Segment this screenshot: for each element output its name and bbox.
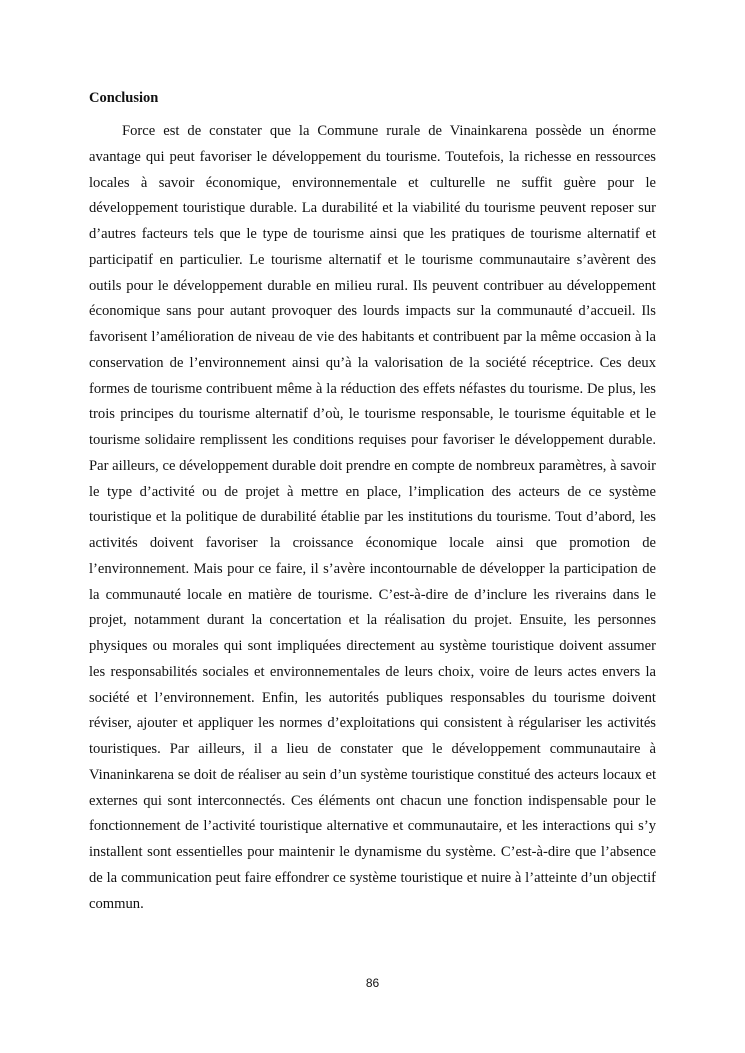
section-heading: Conclusion xyxy=(89,90,159,106)
conclusion-paragraph: Force est de constater que la Commune rurale de Vinainkarena possède un énorme avantage qui peut favoriser le développement du tourisme. Toutefois, la richesse en ressources locales à savoir économique, environnementale et culturelle ne suffit guère pour le développement touristique durable. La durabilité et la viabilité du tourisme peuvent reposer sur d’autres facteurs tels que le type de tourisme ainsi que les pratiques de tourisme alternatif et participatif en particulier. Le tourisme alternatif et le tourisme communautaire s’avèrent des outils pour le développement durable en milieu rural. Ils peuvent contribuer au développement économique sans pour autant provoquer des lourds impacts sur la communauté d’accueil. Ils favorisent l’amélioration de niveau de vie des habitants et contribuent par la même occasion à la conservation de l’environnement ainsi qu’à la valorisation de la société réceptrice. Ces deux formes de tourisme contribuent même à la réduction des effets néfastes du tourisme. De plus, les trois principes du tourisme alternatif d’où, le tourisme responsable, le tourisme équitable et le tourisme solidaire remplissent les conditions requises pour favoriser le développement durable. Par ailleurs, ce développement durable doit prendre en compte de nombreux paramètres, à savoir le type d’activité ou de projet à mettre en place, l’implication des acteurs de ce système touristique et la politique de durabilité établie par les institutions du tourisme. Tout d’abord, les activités doivent favoriser la croissance économique locale ainsi que promotion de l’environnement. Mais pour ce faire, il s’avère incontournable de développer la participation de la communauté locale en matière de tourisme. C’est-à-dire de d’inclure les riverains dans le projet, notamment durant la concertation et la réalisation du projet. Ensuite, les personnes physiques ou morales qui sont impliquées directement au système touristique doivent assumer les responsabilités sociales et environnementales de leurs choix, voire de leurs actes envers la société et l’environnement. Enfin, les autorités publiques responsables du tourisme doivent réviser, ajouter et appliquer les normes d’exploitations qui consistent à régulariser les activités touristiques. Par ailleurs, il a lieu de constater que le développement communautaire à Vinaninkarena se doit de réaliser au sein d’un système touristique constitué des acteurs locaux et externes qui sont interconnectés. Ces éléments ont chacun une fonction indispensable pour le fonctionnement de l’activité touristique alternative et communautaire, et les interactions qui s’y installent sont essentielles pour maintenir le dynamisme du système. C’est-à-dire que l’absence de la communication peut faire effondrer ce système touristique et nuire à l’atteinte d’un objectif commun. xyxy=(89,123,656,912)
page-number: 86 xyxy=(365,976,380,990)
